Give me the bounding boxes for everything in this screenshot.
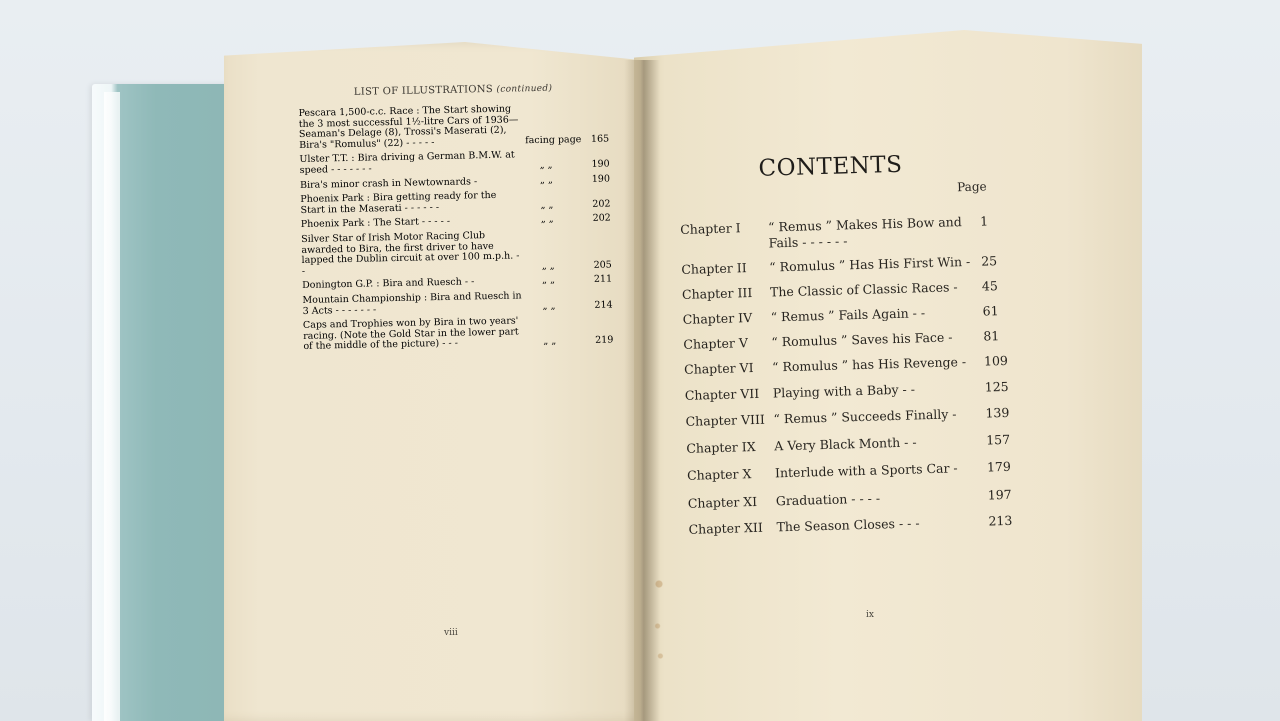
chapter-number: Chapter X — [686, 466, 752, 483]
chapter-number: Chapter XII — [688, 519, 763, 537]
chapter-page-number: 179 — [986, 458, 1012, 475]
loi-entry — [300, 189, 610, 217]
loi-reference: „ „ — [541, 260, 555, 272]
loi-reference: „ „ — [539, 159, 553, 171]
chapter-number: Chapter XI — [687, 493, 758, 511]
loi-reference: facing page — [525, 133, 582, 147]
chapter-title: The Season Closes - - - — [776, 515, 920, 535]
chapter-number: Chapter VII — [684, 385, 760, 403]
chapter-page-number: 213 — [988, 512, 1013, 529]
loi-caption: Bira's minor crash in Newtownards - — [299, 175, 478, 191]
loi-reference: „ „ — [540, 214, 554, 226]
chapter-title: “ Romulus ” has His Revenge - — [771, 354, 967, 375]
contents-title: CONTENTS — [758, 151, 903, 182]
right-folio: ix — [866, 610, 874, 620]
chapter-title: The Classic of Classic Races - — [769, 279, 958, 300]
chapter-page-number: 81 — [983, 328, 1000, 344]
chapter-page-number: 125 — [984, 378, 1009, 395]
foxing-spots — [652, 560, 666, 680]
loi-page-number: 190 — [591, 173, 611, 185]
loi-caption: Ulster T.T. : Bira driving a German B.M.W. at speed - - - - - - - — [299, 149, 515, 176]
chapter-title: Playing with a Baby - - — [772, 381, 916, 401]
loi-entries — [298, 103, 613, 353]
loi-heading-suffix: (continued) — [496, 83, 553, 95]
loi-reference: „ „ — [541, 274, 556, 287]
loi-entry — [301, 228, 612, 277]
chapter-page-number: 45 — [981, 278, 999, 294]
chapter-title: Graduation - - - - — [775, 490, 881, 509]
chapter-page-number: 1 — [979, 213, 989, 229]
loi-page-number: 205 — [593, 259, 612, 271]
loi-page-number: 165 — [590, 133, 610, 145]
loi-page-number: 202 — [592, 212, 611, 225]
loi-caption: Donington G.P. : Bira and Ruesch - - — [302, 276, 475, 292]
loi-page-number: 211 — [593, 273, 613, 286]
loi-reference: „ „ — [543, 335, 557, 348]
chapter-title: “ Romulus ” Saves his Face - — [771, 329, 953, 350]
chapter-title: “ Romulus ” Has His First Win - — [769, 253, 971, 275]
chapter-page-number: 109 — [983, 352, 1009, 369]
loi-page-number: 219 — [595, 334, 614, 347]
chapter-page-number: 25 — [981, 253, 998, 269]
loi-caption: Silver Star of Irish Motor Racing Club awarded to Bira, the first driver to have lapped the Dublin circuit at over 100 m.p.h. - - — [301, 230, 520, 277]
contents-page-heading: Page — [956, 179, 987, 195]
chapter-number: Chapter II — [681, 260, 747, 277]
loi-reference: „ „ — [540, 199, 554, 211]
loi-reference: „ „ — [539, 174, 553, 186]
chapter-number: Chapter I — [680, 220, 741, 237]
chapter-number: Chapter V — [683, 335, 749, 352]
chapter-title: “ Remus ” Succeeds Finally - — [773, 406, 957, 427]
chapter-page-number: 61 — [982, 303, 999, 319]
loi-reference: „ „ — [542, 300, 556, 312]
loi-heading-text: LIST OF ILLUSTRATIONS — [353, 83, 494, 98]
chapter-number: Chapter VI — [683, 359, 754, 377]
loi-caption: Phoenix Park : Bira getting ready for the Start in the Maserati - - - - - - — [300, 190, 497, 216]
chapter-title: A Very Black Month - - — [774, 434, 917, 454]
jacket-edge — [104, 92, 120, 721]
left-folio: viii — [444, 628, 458, 638]
loi-caption: Caps and Trophies won by Bira in two years' racing. (Note the Gold Star in the lower part of the middle of the picture) - - - — [302, 315, 519, 353]
loi-entry — [300, 174, 610, 191]
loi-caption: Phoenix Park : The Start - - - - - — [300, 216, 451, 231]
loi-entry — [302, 275, 612, 292]
chapter-page-number: 139 — [985, 404, 1010, 421]
chapter-page-number: 197 — [987, 486, 1012, 503]
chapter-title: Interlude with a Sports Car - — [774, 460, 958, 481]
loi-caption: Pescara 1,500-c.c. Race : The Start showing the 3 most successful 1½-litre Cars of 1936— Seaman's Delage (8), Trossi's Maserati (2), Bira's "Romulus" (22) - - - - - — [298, 103, 519, 151]
loi-entry — [302, 289, 612, 317]
chapter-number: Chapter III — [681, 284, 753, 302]
list-of-illustrations — [298, 82, 614, 357]
chapter-title: “ Remus ” Makes His Bow and — [767, 214, 962, 235]
chapter-page-number: 157 — [986, 431, 1011, 448]
loi-entry — [303, 315, 614, 353]
chapter-title-continued: Fails - - - - - - — [768, 233, 848, 251]
chapter-number: Chapter VIII — [685, 411, 766, 429]
chapter-number: Chapter IV — [682, 309, 753, 327]
chapter-title: “ Remus ” Fails Again - - — [770, 305, 926, 325]
loi-page-number: 190 — [591, 158, 610, 170]
loi-entry — [298, 103, 609, 152]
loi-entry — [301, 214, 611, 231]
loi-page-number: 214 — [594, 298, 613, 311]
loi-page-number: 202 — [592, 198, 611, 210]
chapter-number: Chapter IX — [686, 438, 756, 456]
loi-entry — [299, 149, 609, 177]
loi-caption: Mountain Championship : Bira and Ruesch in 3 Acts - - - - - - - — [302, 290, 522, 317]
